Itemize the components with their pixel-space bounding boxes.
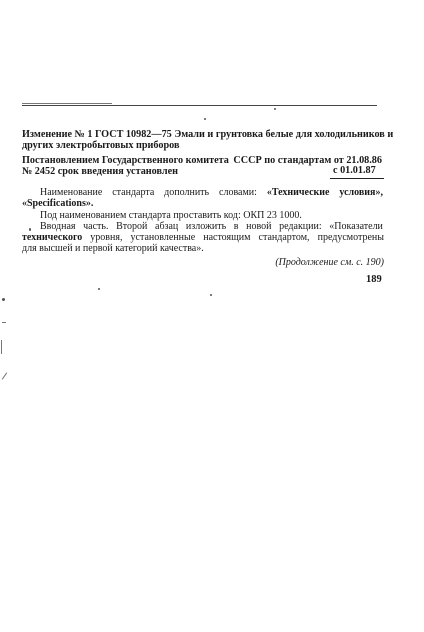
amendment-title-line-1: Изменение № 1 ГОСТ 10982—75 Эмали и грунтовка белые для холодильников и [22,129,394,140]
paragraph-1-line-1 [40,187,383,198]
page-number: 189 [366,274,382,285]
effective-date-underline [330,178,384,179]
para1-word: условия», [339,187,383,198]
para1-word: стандарта [112,187,155,198]
scan-speck [29,228,31,231]
top-rule [22,105,377,106]
paragraph-1-line-2: «Specifications». [22,198,94,209]
para3-word: уровня, [90,232,123,243]
paragraph-3-line-1 [40,221,383,232]
paragraph-2: Под наименованием стандарта проставить код: ОКП 23 1000. [40,210,302,221]
para3-word: в [233,221,239,232]
para1-word: словами: [219,187,257,198]
paragraph-3-line-3: для высшей и первой категорий качества». [22,243,204,254]
paragraph-3-line-2 [22,232,384,243]
para3-word: стандартом, [258,232,310,243]
para1-word: «Технические [266,187,330,198]
para3-word: абзац [155,221,179,232]
para1-word: Наименование [40,187,103,198]
para3-word: новой [246,221,272,232]
scan-speck [98,288,100,290]
decree-organization: Постановлением Государственного комитета [22,155,229,166]
decree-committee-date: СССР по стандартам от 21.08.86 [233,155,382,166]
scan-speck [2,298,5,301]
para3-word: изложить [185,221,227,232]
top-rule-short [22,103,112,104]
para3-word: технического [22,232,83,243]
scan-speck [210,294,212,296]
effective-date: с 01.01.87 [333,165,376,176]
para3-word: часть. [83,221,109,232]
scan-mark [2,322,6,323]
para3-word: предусмотрены [317,232,384,243]
scan-speck [274,108,276,110]
para3-word: редакции: [279,221,322,232]
para3-word: Второй [116,221,148,232]
para3-word: «Показатели [329,221,383,232]
para1-word: дополнить [164,187,210,198]
para3-word: настоящим [203,232,251,243]
continuation-note: (Продолжение см. с. 190) [275,257,384,268]
scan-mark [2,372,7,379]
scan-speck [204,118,206,120]
scan-mark [1,340,2,354]
amendment-title-line-2: других электробытовых приборов [22,140,180,151]
decree-line-2: № 2452 срок введения установлен [22,166,178,177]
para3-word: Вводная [40,221,76,232]
para3-word: установленные [130,232,196,243]
